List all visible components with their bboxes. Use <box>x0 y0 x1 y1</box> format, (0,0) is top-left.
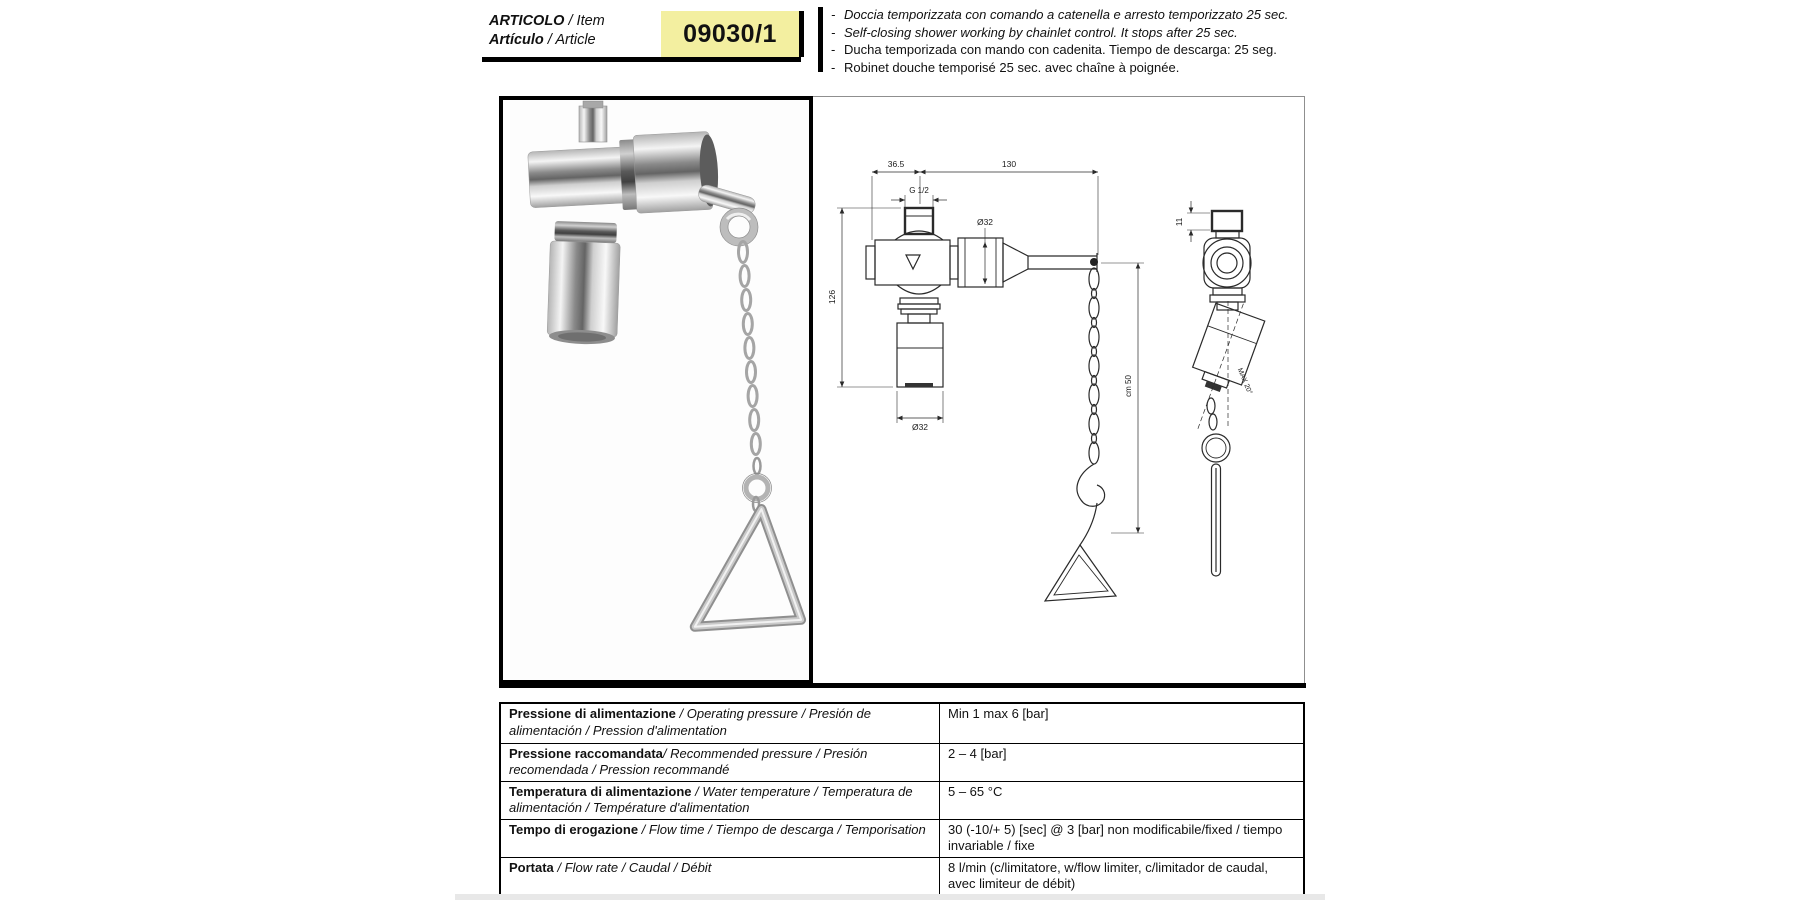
description-item <box>831 24 1371 42</box>
description-item <box>831 41 1371 59</box>
spec-label: Portata / Flow rate / Caudal / Débit <box>500 857 940 900</box>
bullet-dash: - <box>831 59 836 75</box>
technical-drawing <box>813 96 1305 684</box>
bullet-dash: - <box>831 42 836 57</box>
page-edge-shadow <box>455 894 1325 900</box>
spec-table-body <box>500 703 1304 900</box>
spec-label: Tempo di erogazione / Flow time / Tiempo de descarga / Temporisation <box>500 819 940 857</box>
dimension-lines <box>837 172 1210 533</box>
drawing-chain <box>1077 268 1105 545</box>
dim-d32-bottom: Ø32 <box>911 422 929 432</box>
description-list <box>831 6 1371 76</box>
header-divider <box>818 7 823 72</box>
spec-value: 5 – 65 °C <box>940 781 1305 819</box>
spec-label: Temperatura di alimentazione / Water temperature / Temperatura de alimentación / Température d'alimentation <box>500 781 940 819</box>
dim-d32-top: Ø32 <box>976 217 994 227</box>
bullet-dash: - <box>831 7 836 22</box>
description-text: Doccia temporizzata con comando a catenella e arresto temporizzato 25 sec. <box>844 7 1289 22</box>
dim-11: 11 <box>1175 217 1184 227</box>
description-text: Robinet douche temporisé 25 sec. avec chaîne à poignée. <box>844 59 1180 75</box>
article-label <box>489 12 659 50</box>
dim-130: 130 <box>1001 159 1017 169</box>
bullet-dash: - <box>831 24 836 40</box>
article-label-en: / Item <box>564 13 605 29</box>
header-underline <box>482 57 801 62</box>
dim-36-5: 36.5 <box>887 159 905 169</box>
description-text: Self-closing shower working by chainlet control. It stops after 25 sec. <box>844 24 1238 40</box>
spec-value: 30 (-10/+ 5) [sec] @ 3 [bar] non modificabile/fixed / tiempo invariable / fixe <box>940 819 1305 857</box>
photo-chain-assembly <box>695 208 809 638</box>
photo-triangle-handle <box>695 503 809 637</box>
dim-126: 126 <box>827 289 837 305</box>
spec-row <box>500 703 1304 743</box>
article-code-box <box>661 11 804 57</box>
dim-g12: G 1/2 <box>909 186 929 195</box>
photo-shower-head <box>547 221 621 345</box>
article-label-es: Artículo <box>489 32 544 48</box>
article-label-it: ARTICOLO <box>489 13 565 29</box>
description-item <box>831 59 1371 77</box>
article-label-fr: / Article <box>543 32 596 48</box>
description-text: Ducha temporizada con mando con cadenita. Tiempo de descarga: 25 seg. <box>844 42 1277 57</box>
side-view <box>1188 211 1265 576</box>
product-photo-frame <box>499 96 813 684</box>
spec-label: Pressione di alimentazione / Operating pressure / Presión de alimentación / Pression d'alimentation <box>500 703 940 743</box>
spec-value: Min 1 max 6 [bar] <box>940 703 1305 743</box>
spec-row <box>500 819 1304 857</box>
spec-value: 2 – 4 [bar] <box>940 743 1305 781</box>
spec-row <box>500 781 1304 819</box>
product-photo <box>503 100 809 680</box>
photo-chain <box>739 242 761 455</box>
dim-cm50: cm 50 <box>1124 375 1133 397</box>
spec-table <box>499 702 1305 900</box>
front-view <box>866 208 1116 601</box>
spec-value: 8 l/min (c/limitatore, w/flow limiter, c/limitador de caudal, avec limiteur de débit) <box>940 857 1305 900</box>
dim-max20: MAX 20° <box>1235 367 1254 396</box>
spec-row <box>500 743 1304 781</box>
article-label-line2 <box>489 31 659 50</box>
spec-label: Pressione raccomandata/ Recommended pressure / Presión recomendada / Pression recommandé <box>500 743 940 781</box>
description-item <box>831 6 1371 24</box>
article-code: 09030/1 <box>683 20 777 48</box>
photo-inlet-nipple <box>579 106 607 142</box>
photo-small-ring <box>746 477 768 499</box>
article-label-line1 <box>489 12 659 31</box>
